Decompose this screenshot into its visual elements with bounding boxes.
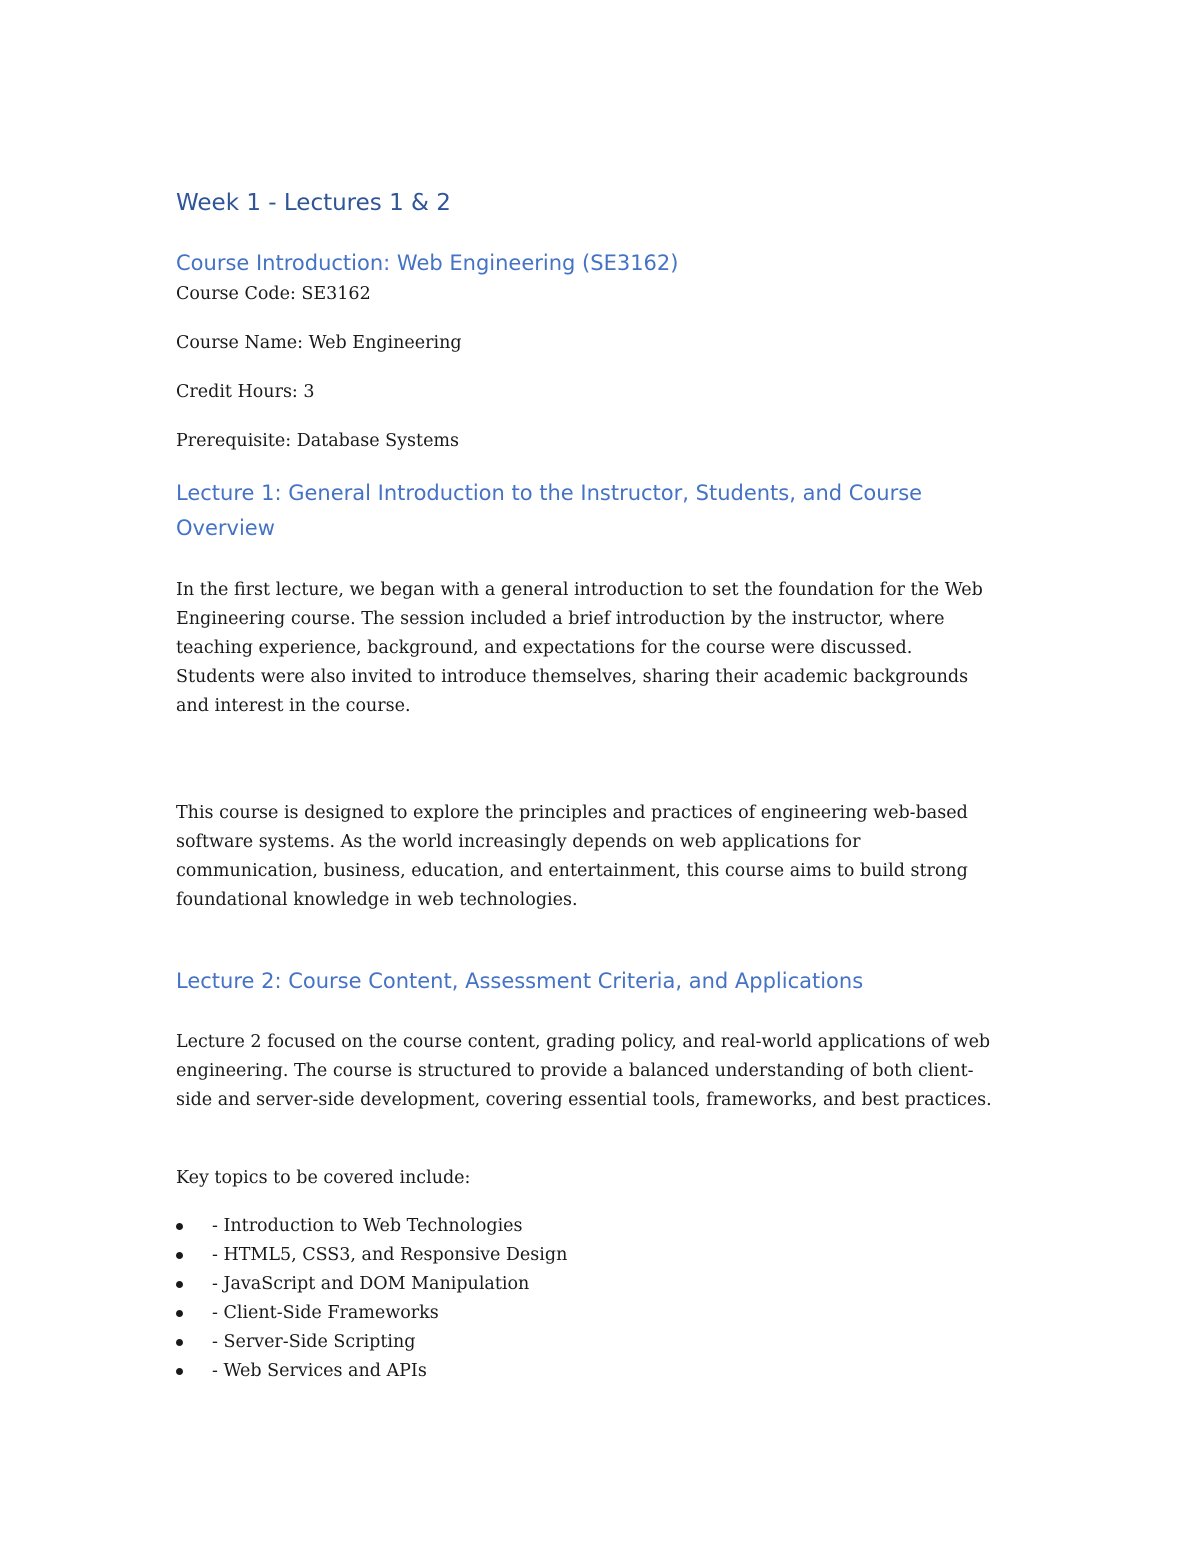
topic-text: - Client-Side Frameworks [212,1303,439,1323]
prerequisite: Prerequisite: Database Systems [176,431,459,451]
bullet-icon [176,1281,183,1288]
topic-text: - Web Services and APIs [212,1361,427,1381]
paragraph-line: and interest in the course. [176,696,411,716]
lecture2-heading: Lecture 2: Course Content, Assessment Criteria, and Applications [176,969,864,993]
paragraph-line: This course is designed to explore the principles and practices of engineering web-based [176,803,968,823]
course-intro-heading: Course Introduction: Web Engineering (SE3162) [176,251,679,275]
topics-intro: Key topics to be covered include: [176,1168,471,1188]
bullet-icon [176,1339,183,1346]
course-code: Course Code: SE3162 [176,284,371,304]
lecture1-intro-paragraph [176,576,1026,721]
bullet-icon [176,1310,183,1317]
bullet-icon [176,1368,183,1375]
paragraph-line: teaching experience, background, and expectations for the course were discussed. [176,638,913,658]
paragraph-line: software systems. As the world increasingly depends on web applications for [176,832,861,852]
lecture1-heading-line2: Overview [176,516,275,540]
paragraph-line: Students were also invited to introduce themselves, sharing their academic backgrounds [176,667,969,687]
lecture1-heading-line1: Lecture 1: General Introduction to the Instructor, Students, and Course [176,481,923,505]
page-title: Week 1 - Lectures 1 & 2 [176,190,451,216]
credit-hours: Credit Hours: 3 [176,382,315,402]
paragraph-line: engineering. The course is structured to provide a balanced understanding of both client- [176,1061,974,1081]
bullet-icon [176,1252,183,1259]
topic-text: - Introduction to Web Technologies [212,1216,523,1236]
lecture1-heading [176,476,1036,546]
paragraph-line: foundational knowledge in web technologies. [176,890,578,910]
course-description-paragraph [176,799,1026,915]
paragraph-line: side and server-side development, covering essential tools, frameworks, and best practices. [176,1090,992,1110]
paragraph-line: communication, business, education, and entertainment, this course aims to build strong [176,861,968,881]
topic-text: - HTML5, CSS3, and Responsive Design [212,1245,568,1265]
paragraph-line: Lecture 2 focused on the course content, grading policy, and real-world applications of web [176,1032,991,1052]
lecture2-paragraph [176,1028,1026,1115]
topic-text: - JavaScript and DOM Manipulation [212,1274,530,1294]
course-name: Course Name: Web Engineering [176,333,462,353]
bullet-icon [176,1223,183,1230]
paragraph-line: Engineering course. The session included a brief introduction by the instructor, where [176,609,945,629]
topic-text: - Server-Side Scripting [212,1332,416,1352]
paragraph-line: In the first lecture, we began with a general introduction to set the foundation for the Web [176,580,983,600]
